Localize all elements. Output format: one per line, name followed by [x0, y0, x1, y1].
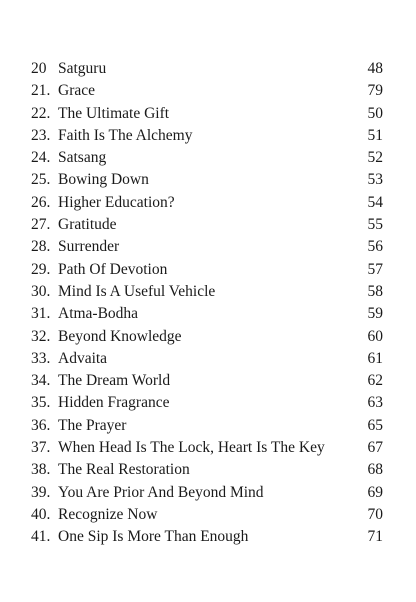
- chapter-title: Atma-Bodha: [58, 305, 139, 323]
- toc-entry: [0, 326, 416, 348]
- toc-entry: [0, 437, 416, 459]
- chapter-number: 28.: [31, 238, 51, 256]
- chapter-title: The Ultimate Gift: [58, 104, 170, 122]
- toc-entry: [0, 192, 416, 214]
- page-number: 54: [367, 193, 383, 211]
- chapter-title: Advaita: [58, 349, 108, 367]
- page-number: 79: [367, 82, 383, 100]
- page-number: 56: [367, 238, 383, 256]
- chapter-number: 27.: [31, 216, 51, 234]
- chapter-title: Path Of Devotion: [58, 260, 168, 278]
- page-number: 62: [367, 372, 383, 390]
- page-number: 63: [367, 394, 383, 412]
- chapter-number: 21.: [31, 82, 51, 100]
- chapter-title: Faith Is The Alchemy: [58, 126, 193, 144]
- toc-entry: [0, 459, 416, 481]
- chapter-title: Recognize Now: [58, 505, 158, 523]
- page-number: 71: [367, 528, 383, 546]
- toc-entry: [0, 526, 416, 548]
- toc-entry: [0, 125, 416, 147]
- chapter-number: 36.: [31, 416, 51, 434]
- chapter-number: 39.: [31, 483, 51, 501]
- chapter-number: 40.: [31, 505, 51, 523]
- chapter-number: 23.: [31, 126, 51, 144]
- page-number: 58: [367, 282, 383, 300]
- toc-entry: [0, 103, 416, 125]
- chapter-title: When Head Is The Lock, Heart Is The Key: [58, 439, 325, 457]
- page-number: 59: [367, 305, 383, 323]
- chapter-title: One Sip Is More Than Enough: [58, 528, 249, 546]
- chapter-number: 32.: [31, 327, 51, 345]
- chapter-title: Hidden Fragrance: [58, 394, 170, 412]
- chapter-number: 41.: [31, 528, 51, 546]
- chapter-title: Satguru: [58, 60, 107, 77]
- page-number: 60: [367, 327, 383, 345]
- chapter-number: 25.: [31, 171, 51, 189]
- toc-entry: [0, 147, 416, 169]
- toc-entry: [0, 80, 416, 102]
- chapter-number: 29.: [31, 260, 51, 278]
- chapter-number: 34.: [31, 372, 51, 390]
- page-number: 50: [367, 104, 383, 122]
- chapter-title: The Dream World: [58, 372, 171, 390]
- page-number: 67: [367, 439, 383, 457]
- toc-entry: [0, 303, 416, 325]
- toc-entry: [0, 169, 416, 191]
- table-of-contents: [0, 58, 416, 549]
- toc-entry: [0, 214, 416, 236]
- page-number: 52: [367, 149, 383, 167]
- page-number: 48: [367, 60, 383, 77]
- chapter-title: Bowing Down: [58, 171, 149, 189]
- chapter-number: 20: [31, 60, 47, 77]
- chapter-number: 26.: [31, 193, 51, 211]
- toc-entry: [0, 392, 416, 414]
- chapter-title: Grace: [58, 82, 95, 100]
- chapter-number: 24.: [31, 149, 51, 167]
- chapter-title: Gratitude: [58, 216, 117, 234]
- chapter-title: The Prayer: [58, 416, 127, 434]
- page-number: 70: [367, 505, 383, 523]
- chapter-number: 33.: [31, 349, 51, 367]
- toc-entry: [0, 259, 416, 281]
- toc-entry: [0, 504, 416, 526]
- chapter-number: 37.: [31, 439, 51, 457]
- chapter-title: Satsang: [58, 149, 107, 167]
- page-number: 61: [367, 349, 383, 367]
- page-number: 69: [367, 483, 383, 501]
- chapter-title: Mind Is A Useful Vehicle: [58, 282, 216, 300]
- toc-entry: [0, 370, 416, 392]
- chapter-number: 31.: [31, 305, 51, 323]
- toc-entry: [0, 415, 416, 437]
- toc-entry: [0, 281, 416, 303]
- chapter-number: 35.: [31, 394, 51, 412]
- toc-entry: [0, 482, 416, 504]
- page-number: 55: [367, 216, 383, 234]
- chapter-title: You Are Prior And Beyond Mind: [58, 483, 264, 501]
- chapter-number: 38.: [31, 461, 51, 479]
- chapter-title: Higher Education?: [58, 193, 175, 211]
- page-number: 53: [367, 171, 383, 189]
- chapter-title: Surrender: [58, 238, 120, 256]
- page-number: 51: [367, 126, 383, 144]
- chapter-number: 22.: [31, 104, 51, 122]
- chapter-title: The Real Restoration: [58, 461, 190, 479]
- page-number: 57: [367, 260, 383, 278]
- chapter-title: Beyond Knowledge: [58, 327, 182, 345]
- toc-entry: [0, 348, 416, 370]
- toc-entry: [0, 58, 416, 80]
- page-number: 68: [367, 461, 383, 479]
- toc-entry: [0, 236, 416, 258]
- chapter-number: 30.: [31, 282, 51, 300]
- page-number: 65: [367, 416, 383, 434]
